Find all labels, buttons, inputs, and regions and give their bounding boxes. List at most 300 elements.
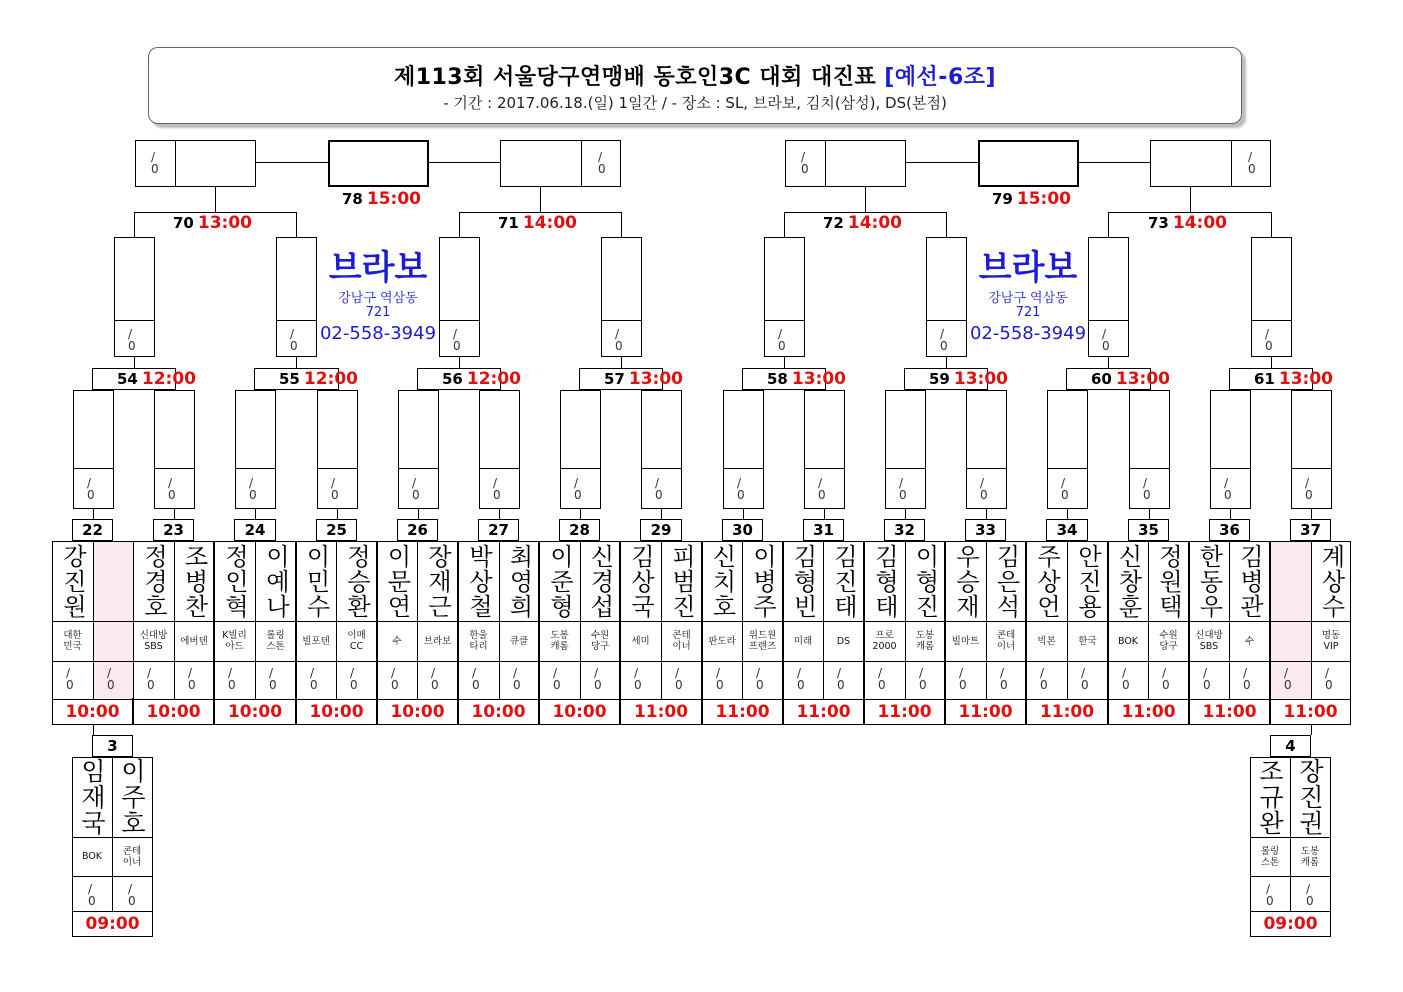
group-label: [예선-6조]	[884, 65, 997, 90]
match-number: 25	[326, 521, 347, 539]
bracket-line	[784, 357, 785, 368]
match-time: 14:00	[1172, 213, 1227, 233]
player-club: 큐클	[509, 635, 529, 647]
player-score: / 0	[634, 666, 642, 692]
slot-divider	[114, 320, 155, 321]
match-time: 11:00	[958, 702, 1013, 722]
cell-divider	[864, 661, 945, 662]
cell-divider	[1148, 541, 1149, 699]
bracket-line	[1149, 509, 1150, 519]
match-number: 3	[107, 737, 118, 755]
match-number: 37	[1300, 521, 1321, 539]
player-club: 판도라	[708, 635, 736, 647]
title-text: 제113회 서울당구연맹배 동호인3C 대회 대진표	[393, 65, 877, 90]
bracket-line	[1108, 357, 1109, 368]
match-time: 11:00	[1121, 702, 1176, 722]
player-name: 이준형	[545, 543, 574, 619]
player-name: 이주호	[117, 758, 147, 836]
match-time: 10:00	[146, 702, 201, 722]
player-name: 안진용	[1073, 543, 1102, 619]
match-number: 22	[82, 521, 103, 539]
bracket-line	[946, 212, 947, 237]
bracket-line	[540, 187, 541, 212]
player-score: / 0	[716, 666, 724, 692]
cell-divider	[1026, 621, 1108, 622]
player-score: / 0	[107, 666, 115, 692]
bracket-line	[865, 187, 866, 212]
venue-address-number: 721	[365, 305, 391, 320]
player-club: 대한 민국	[63, 630, 82, 652]
slot-divider	[1210, 468, 1251, 469]
slot-divider	[825, 140, 826, 187]
slot-divider	[723, 468, 764, 469]
match-number: 59	[929, 370, 950, 388]
player-name: 박상철	[464, 543, 493, 619]
player-score: / 0	[1243, 666, 1251, 692]
match-number: 34	[1056, 521, 1078, 539]
player-score: / 0	[269, 666, 277, 692]
player-score: / 0	[919, 666, 927, 692]
quarter-match-label	[1254, 369, 1333, 389]
match-number: 54	[117, 370, 138, 388]
player-score: / 0	[675, 666, 683, 692]
bracket-line	[986, 509, 987, 519]
player-name: 이문연	[383, 543, 411, 619]
match-time: 13:00	[1278, 369, 1333, 389]
cell-divider	[1270, 661, 1351, 662]
match-time: 15:00	[1016, 189, 1071, 209]
player-score: / 0	[128, 882, 136, 908]
player-club: BOK	[81, 851, 103, 862]
bracket-line	[255, 509, 256, 519]
venue-phone: 02-558-3949	[319, 323, 437, 344]
player-name: 김은석	[992, 543, 1020, 619]
match-time: 11:00	[877, 702, 932, 722]
bracket-line	[1311, 509, 1312, 519]
semi-match-label	[823, 213, 902, 233]
player-club: 수	[392, 635, 402, 647]
slot-divider	[1231, 140, 1232, 187]
match-number: 57	[604, 370, 625, 388]
match-time: 12:00	[466, 369, 521, 389]
player-score: / 0	[1162, 666, 1170, 692]
cell-divider	[945, 661, 1026, 662]
player-score: / 0	[878, 666, 886, 692]
player-score: / 0	[1266, 882, 1274, 908]
slot-score: / 0	[290, 327, 298, 353]
player-score: / 0	[1122, 666, 1130, 692]
player-club: 콘테 이너	[672, 630, 691, 652]
player-club: 수	[1244, 635, 1255, 647]
bracket-line	[906, 162, 978, 163]
match-time: 13:00	[953, 369, 1008, 389]
player-club: 롤링 스톤	[266, 630, 285, 652]
player-club: DS	[836, 635, 851, 647]
player-name: 강진원	[58, 543, 87, 619]
bracket-line	[459, 212, 460, 237]
match-number: 31	[813, 521, 834, 539]
bracket-line	[784, 212, 785, 237]
slot-score: / 0	[493, 476, 501, 502]
match-time: 11:00	[633, 702, 689, 722]
cell-divider	[702, 661, 783, 662]
match-time: 15:00	[366, 189, 421, 209]
slot-score: / 0	[574, 476, 582, 502]
venue-address-number: 721	[1015, 305, 1041, 320]
match-number: 24	[244, 521, 266, 539]
match-number: 60	[1091, 370, 1112, 388]
player-score: / 0	[228, 666, 236, 692]
player-name: 장재근	[423, 543, 452, 619]
match-number: 26	[407, 521, 428, 539]
match-number: 55	[279, 370, 300, 388]
player-club: 수원 당구	[590, 630, 610, 652]
cell-divider	[620, 621, 702, 622]
cell-divider	[417, 541, 418, 699]
player-name: 이예나	[261, 543, 290, 619]
slot-divider	[276, 320, 317, 321]
slot-score: / 0	[168, 476, 176, 502]
player-name: 피범진	[667, 543, 696, 619]
quarter-match-label	[604, 369, 683, 389]
event-info: - 기간 : 2017.06.18.(일) 1일간 / - 장소 : SL, 브라보, 김치(삼성), DS(본점)	[443, 94, 947, 112]
cell-divider	[255, 541, 256, 699]
player-club: 명동 VIP	[1321, 630, 1341, 652]
match-number: 32	[894, 521, 915, 539]
cell-divider	[539, 661, 620, 662]
player-club: 도봉 캐롬	[1300, 845, 1320, 868]
quarter-match-label	[442, 369, 521, 389]
player-name: 계상수	[1317, 543, 1345, 619]
player-club: 한국	[1078, 635, 1097, 647]
bracket-line	[93, 509, 94, 519]
match-time: 11:00	[1283, 702, 1338, 722]
player-score: / 0	[431, 666, 439, 692]
player-name	[93, 541, 133, 621]
match-number: 56	[442, 370, 463, 388]
bracket-line	[946, 357, 947, 368]
match-time: 11:00	[1039, 702, 1095, 722]
cell-divider	[783, 621, 864, 622]
player-score: / 0	[837, 666, 845, 692]
player-name: 우승재	[951, 543, 980, 619]
match-time: 13:00	[628, 369, 683, 389]
player-club: 한울 타리	[469, 630, 488, 652]
bracket-line	[134, 212, 135, 237]
cell-divider	[1270, 621, 1351, 622]
finalist-score: / 0	[801, 150, 809, 176]
player-club: 위드원 프렌즈	[748, 630, 777, 652]
quarter-match-label	[767, 369, 846, 389]
player-score: / 0	[1325, 666, 1333, 692]
bracket-line	[499, 509, 500, 519]
player-score: / 0	[959, 666, 967, 692]
bracket-line	[429, 162, 500, 163]
slot-score: / 0	[1224, 476, 1232, 502]
slot-score: / 0	[818, 476, 826, 502]
cell-divider	[1229, 541, 1230, 699]
bracket-line	[621, 212, 622, 237]
player-club: K빌리 아드	[222, 630, 247, 652]
bracket-line	[93, 725, 94, 735]
slot-divider	[885, 468, 926, 469]
player-name	[1270, 541, 1311, 621]
player-club: BOK	[1117, 635, 1139, 647]
venue-phone: 02-558-3949	[969, 323, 1087, 344]
player-score: / 0	[391, 666, 399, 692]
cell-divider	[905, 541, 906, 699]
player-score: / 0	[1306, 882, 1314, 908]
player-club: 도봉 캐롬	[915, 630, 935, 652]
cell-divider	[620, 661, 702, 662]
slot-score: / 0	[899, 476, 907, 502]
player-score: / 0	[594, 666, 602, 692]
player-club: 브라보	[423, 635, 452, 647]
cell-divider	[377, 621, 458, 622]
player-score: / 0	[66, 666, 74, 692]
player-name: 김진태	[829, 543, 858, 619]
bracket-line	[1271, 212, 1272, 237]
player-name: 신경섭	[586, 543, 614, 619]
finalist-score: / 0	[1248, 150, 1256, 176]
player-club: 미래	[793, 635, 813, 647]
cell-divider	[1189, 661, 1270, 662]
bracket-line	[621, 357, 622, 368]
match-time: 10:00	[471, 702, 526, 722]
player-name: 신창훈	[1114, 543, 1142, 619]
cell-divider	[823, 541, 824, 699]
match-time: 11:00	[1202, 702, 1257, 722]
player-club: 빌포텐	[302, 635, 330, 647]
match-time: 13:00	[1115, 369, 1170, 389]
match-time: 10:00	[65, 702, 120, 722]
bracket-line	[296, 212, 297, 237]
cell-divider	[864, 621, 945, 622]
player-score: / 0	[756, 666, 764, 692]
bracket-line	[824, 509, 825, 519]
slot-divider	[1251, 320, 1292, 321]
match-time: 10:00	[552, 702, 607, 722]
slot-divider	[175, 140, 176, 187]
player-name: 조병찬	[180, 543, 208, 619]
cell-divider	[1108, 621, 1189, 622]
slot-divider	[581, 140, 582, 187]
cell-divider	[1108, 661, 1189, 662]
bracket-line	[1271, 357, 1272, 368]
cell-divider	[580, 541, 581, 699]
match-number: 71	[498, 214, 519, 232]
match-number: 58	[767, 370, 788, 388]
venue-name: 브라보	[978, 248, 1078, 288]
slot-score: / 0	[1102, 327, 1110, 353]
player-name: 김병관	[1235, 543, 1264, 619]
cell-divider	[945, 621, 1026, 622]
bracket-line	[1108, 212, 1109, 237]
player-score: / 0	[147, 666, 155, 692]
cell-divider	[539, 621, 620, 622]
match-number: 61	[1254, 370, 1275, 388]
player-club: 프로 2000	[872, 630, 897, 652]
slot-score: / 0	[1305, 476, 1313, 502]
player-score: / 0	[1081, 666, 1089, 692]
winner-slot	[978, 140, 1079, 187]
player-score: / 0	[350, 666, 358, 692]
slot-score: / 0	[940, 327, 948, 353]
match-number: 70	[173, 214, 194, 232]
bracket-line	[296, 357, 297, 368]
player-club: 롤링 스톤	[1260, 845, 1280, 868]
player-name: 임재국	[77, 758, 107, 836]
player-club: 도봉 캐롬	[550, 630, 569, 652]
player-score: / 0	[310, 666, 318, 692]
title-panel	[148, 47, 1242, 124]
cell-divider	[1311, 541, 1312, 699]
player-club: 콘테 이너	[996, 630, 1016, 652]
player-name: 주상언	[1032, 543, 1061, 619]
match-time: 13:00	[197, 213, 252, 233]
match-time: 10:00	[227, 702, 283, 722]
slot-score: / 0	[87, 476, 95, 502]
match-number: 73	[1148, 214, 1169, 232]
slot-divider	[966, 468, 1007, 469]
winner-slot	[328, 140, 429, 187]
bracket-line	[1311, 725, 1312, 735]
match-number: 29	[650, 521, 672, 539]
match-number: 72	[823, 214, 844, 232]
player-name: 김형빈	[789, 543, 817, 619]
slot-divider	[235, 468, 276, 469]
page-title	[149, 60, 1241, 91]
slot-score: / 0	[778, 327, 786, 353]
player-name: 정승환	[342, 543, 371, 619]
match-number: 33	[975, 521, 996, 539]
bracket-line	[743, 509, 744, 519]
player-name: 이민수	[302, 543, 330, 619]
cell-divider	[336, 541, 337, 699]
slot-divider	[1088, 320, 1129, 321]
bracket-line	[418, 509, 419, 519]
player-name: 정인혁	[220, 543, 249, 619]
match-number: 4	[1285, 737, 1296, 755]
cell-divider	[214, 621, 296, 622]
match-number: 30	[732, 521, 753, 539]
venue-name: 브라보	[328, 248, 428, 288]
cell-divider	[296, 621, 377, 622]
player-name: 신치호	[708, 543, 736, 619]
player-name: 정경호	[139, 543, 168, 619]
bracket-line	[1230, 509, 1231, 519]
venue-address: 강남구 역삼동	[988, 291, 1068, 306]
cell-divider	[742, 541, 743, 699]
match-time: 10:00	[390, 702, 445, 722]
slot-score: / 0	[615, 327, 623, 353]
player-score: / 0	[1203, 666, 1211, 692]
match-number: 79	[992, 190, 1013, 208]
finalist-score: / 0	[598, 150, 606, 176]
finalist-score: / 0	[151, 150, 159, 176]
player-name: 최영희	[505, 543, 533, 619]
bracket-line	[215, 187, 216, 212]
cell-divider	[93, 541, 94, 699]
cell-divider	[1067, 541, 1068, 699]
cell-divider	[702, 621, 783, 622]
quarter-match-label	[279, 369, 358, 389]
player-score: / 0	[472, 666, 480, 692]
cell-divider	[661, 541, 662, 699]
slot-score: / 0	[128, 327, 136, 353]
player-name: 김형태	[870, 543, 899, 619]
player-name: 이병주	[748, 543, 777, 619]
player-club: 에버텐	[180, 635, 208, 647]
cell-divider	[296, 661, 377, 662]
bracket-line	[256, 162, 328, 163]
slot-score: / 0	[1143, 476, 1151, 502]
cell-divider	[1189, 621, 1270, 622]
player-club: 신대방 SBS	[1195, 630, 1223, 652]
cell-divider	[133, 661, 214, 662]
slot-divider	[439, 320, 480, 321]
cell-divider	[133, 621, 214, 622]
final-match-label	[992, 189, 1071, 209]
cell-divider	[174, 541, 175, 699]
player-club: 콘테 이너	[122, 845, 142, 868]
venue-address: 강남구 역삼동	[338, 291, 418, 306]
slot-divider	[764, 320, 805, 321]
bracket-line	[1079, 162, 1150, 163]
bracket-line	[661, 509, 662, 519]
slot-divider	[926, 320, 967, 321]
player-name: 정원택	[1154, 543, 1183, 619]
semi-match-label	[173, 213, 252, 233]
match-number: 27	[488, 521, 509, 539]
slot-divider	[641, 468, 682, 469]
slot-score: / 0	[1061, 476, 1069, 502]
player-score: / 0	[1000, 666, 1008, 692]
cell-divider	[458, 661, 539, 662]
player-club: 빅본	[1037, 635, 1056, 647]
slot-score: / 0	[655, 476, 663, 502]
match-time: 12:00	[303, 369, 358, 389]
player-name: 김상국	[626, 543, 655, 619]
match-time: 12:00	[141, 369, 196, 389]
slot-divider	[1129, 468, 1170, 469]
slot-divider	[154, 468, 195, 469]
player-name: 장진권	[1295, 758, 1325, 836]
slot-divider	[479, 468, 520, 469]
cell-divider	[1250, 876, 1331, 877]
slot-score: / 0	[249, 476, 257, 502]
match-number: 78	[342, 190, 363, 208]
slot-divider	[398, 468, 439, 469]
player-score: / 0	[1040, 666, 1048, 692]
player-club: 이매 CC	[347, 630, 366, 652]
match-number: 36	[1219, 521, 1240, 539]
cell-divider	[52, 661, 133, 662]
player-club	[93, 621, 133, 661]
slot-divider	[1291, 468, 1332, 469]
match-time: 11:00	[796, 702, 851, 722]
cell-divider	[458, 621, 539, 622]
player-score: / 0	[1284, 666, 1292, 692]
slot-score: / 0	[331, 476, 339, 502]
player-club	[1270, 621, 1311, 661]
slot-score: / 0	[980, 476, 988, 502]
cell-divider	[214, 661, 296, 662]
match-time: 14:00	[847, 213, 902, 233]
bracket-line	[905, 509, 906, 519]
match-time: 13:00	[791, 369, 846, 389]
slot-score: / 0	[1265, 327, 1273, 353]
